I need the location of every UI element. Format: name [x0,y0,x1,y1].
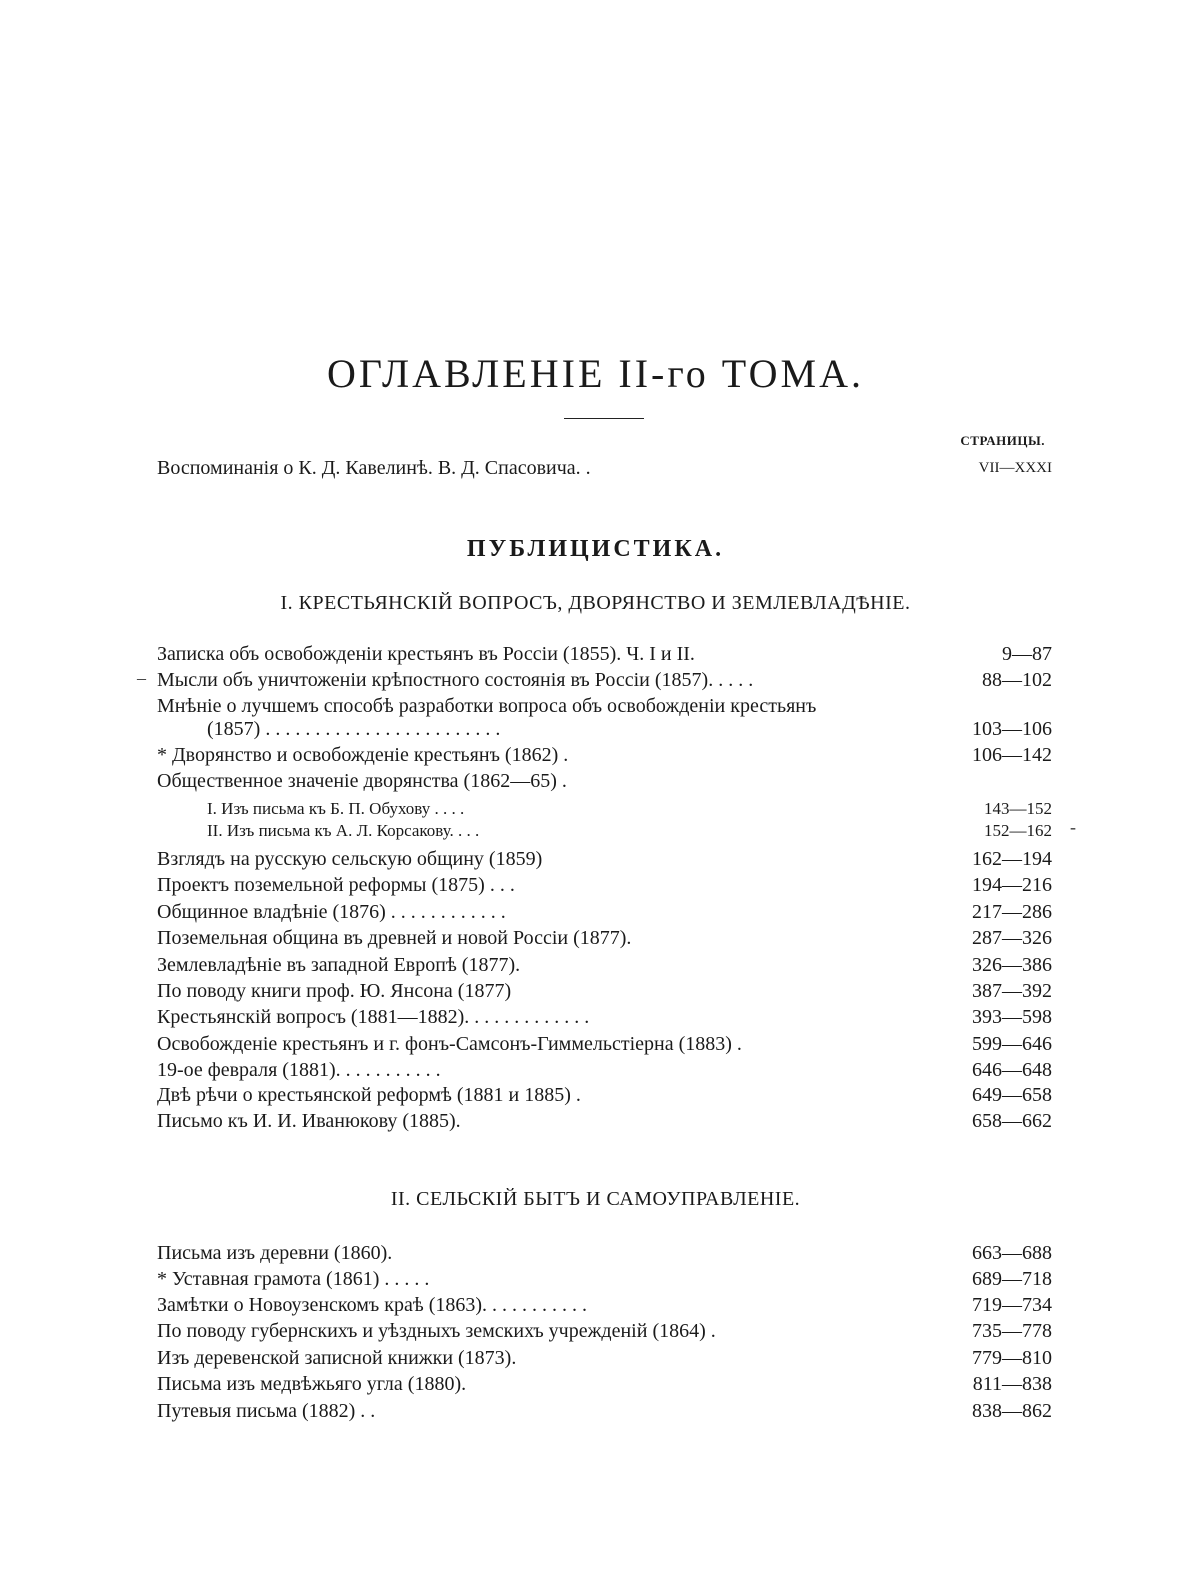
entry-pages: 649—658 [972,1084,1052,1106]
toc-entry [157,925,1052,951]
entry-title: Замѣтки о Новоузенскомъ краѣ (1863). . . . . . . . . . . [157,1294,588,1316]
entry-title: (1857) . . . . . . . . . . . . . . . . . . . . . . . . [207,718,501,740]
entry-pages: 689—718 [972,1268,1052,1290]
entry-pages: 387—392 [972,980,1052,1002]
entry-title: Поземельная община въ древней и новой Россіи (1877). [157,927,632,949]
entry-title: Освобожденіе крестьянъ и г. фонъ-Самсонъ-Гиммельстіерна (1883) . [157,1033,742,1055]
entry-title: Воспоминанія о К. Д. Кавелинѣ. В. Д. Спасовича. . [157,457,591,479]
entry-pages: VII—XXXI [978,460,1052,476]
entry-title: II. Изъ письма къ А. Л. Корсакову. . . . [207,821,480,840]
toc-entry [157,1318,1052,1344]
entry-title: Крестьянскій вопросъ (1881—1882). . . . . . . . . . . . . [157,1006,590,1028]
entry-pages: 194—216 [972,874,1052,896]
entry-title: Мнѣніе о лучшемъ способѣ разработки вопроса объ освобожденіи крестьянъ [157,695,817,717]
entry-pages: 838—862 [972,1400,1052,1422]
entry-pages: 599—646 [972,1033,1052,1055]
toc-entry [157,1398,1052,1424]
toc-entry [157,846,1052,872]
entry-pages: 88—102 [982,669,1052,691]
toc-entry [157,641,1052,667]
entry-pages: 663—688 [972,1242,1052,1264]
toc-entry [157,872,1052,898]
entry-title: 19-ое февраля (1881). . . . . . . . . . . [157,1059,441,1081]
toc-entry [157,1082,1052,1108]
toc-entry [157,742,1052,768]
entry-title: * Уставная грамота (1861) . . . . . [157,1268,430,1290]
entry-pages: 103—106 [972,718,1052,740]
entry-pages: 326—386 [972,954,1052,976]
toc-entry [157,952,1052,978]
entry-pages: 106—142 [972,744,1052,766]
entry-pages: 287—326 [972,927,1052,949]
entry-title: Письма изъ деревни (1860). [157,1242,393,1264]
entry-pages: 735—778 [972,1320,1052,1342]
entry-title: По поводу губернскихъ и уѣздныхъ земскихъ учрежденій (1864) . [157,1320,716,1342]
toc-entry [157,1057,1052,1083]
toc-entry [157,978,1052,1004]
toc-entry [157,899,1052,925]
entry-title: Письма изъ медвѣжьяго угла (1880). [157,1373,467,1395]
toc-entry [157,1004,1052,1030]
entry-pages: 162—194 [972,848,1052,870]
entry-pages: 779—810 [972,1347,1052,1369]
entry-title: По поводу книги проф. Ю. Янсона (1877) [157,980,512,1002]
toc-entry [157,1108,1052,1134]
entry-pages: 217—286 [972,901,1052,923]
toc-entry [157,1240,1052,1266]
entry-pages: 152—162 [984,821,1052,840]
entry-title: Путевыя письма (1882) . . [157,1400,376,1422]
entry-pages: 719—734 [972,1294,1052,1316]
entry-title: Письмо къ И. И. Иванюкову (1885). [157,1110,461,1132]
section-heading: ПУБЛИЦИСТИКА. [466,536,725,562]
page-title: ОГЛАВЛЕНІЕ II-го ТОМА. [327,351,864,396]
title-divider [564,418,644,419]
margin-dash-mark: – [137,668,146,688]
toc-entry [157,768,1052,794]
part2-heading: II. СЕЛЬСКІЙ БЫТЪ И САМОУПРАВЛЕНІЕ. [390,1188,801,1210]
entry-title: I. Изъ письма къ Б. П. Обухову . . . . [207,799,465,818]
entry-title: * Дворянство и освобожденіе крестьянъ (1862) . [157,744,569,766]
pages-column-header: СТРАНИЦЫ. [960,433,1045,448]
toc-entry [157,818,1052,844]
part1-heading: I. КРЕСТЬЯНСКІЙ ВОПРОСЪ, ДВОРЯНСТВО И ЗЕМЛЕВЛАДѢНІЕ. [280,592,911,614]
toc-entry [157,667,1052,693]
toc-entry [157,1371,1052,1397]
entry-pages: 811—838 [972,1373,1052,1395]
entry-pages: 143—152 [984,799,1052,818]
entry-title: Взглядъ на русскую сельскую общину (1859) [157,848,543,870]
entry-title: Проектъ поземельной реформы (1875) . . . [157,874,515,896]
preface-entry [157,455,1052,481]
entry-pages: 9—87 [1002,643,1052,665]
entry-pages: 393—598 [972,1006,1052,1028]
entry-pages: 646—648 [972,1059,1052,1081]
entry-pages: 658—662 [972,1110,1052,1132]
entry-title: Мысли объ уничтоженіи крѣпостного состоянія въ Россіи (1857). . . . . [157,669,754,691]
toc-entry [157,1266,1052,1292]
entry-title: Записка объ освобожденіи крестьянъ въ Россіи (1855). Ч. I и II. [157,643,695,665]
entry-title: Общественное значеніе дворянства (1862—65) . [157,770,567,792]
toc-entry [157,1031,1052,1057]
margin-dash-mark: - [1070,817,1076,837]
toc-entry [157,1345,1052,1371]
entry-title: Общинное владѣніе (1876) . . . . . . . . . . . . [157,901,506,923]
toc-entry [157,716,1052,742]
entry-title: Землевладѣніе въ западной Европѣ (1877). [157,954,521,976]
entry-title: Двѣ рѣчи о крестьянской реформѣ (1881 и 1885) . [157,1084,581,1106]
toc-entry [157,1292,1052,1318]
entry-title: Изъ деревенской записной книжки (1873). [157,1347,517,1369]
